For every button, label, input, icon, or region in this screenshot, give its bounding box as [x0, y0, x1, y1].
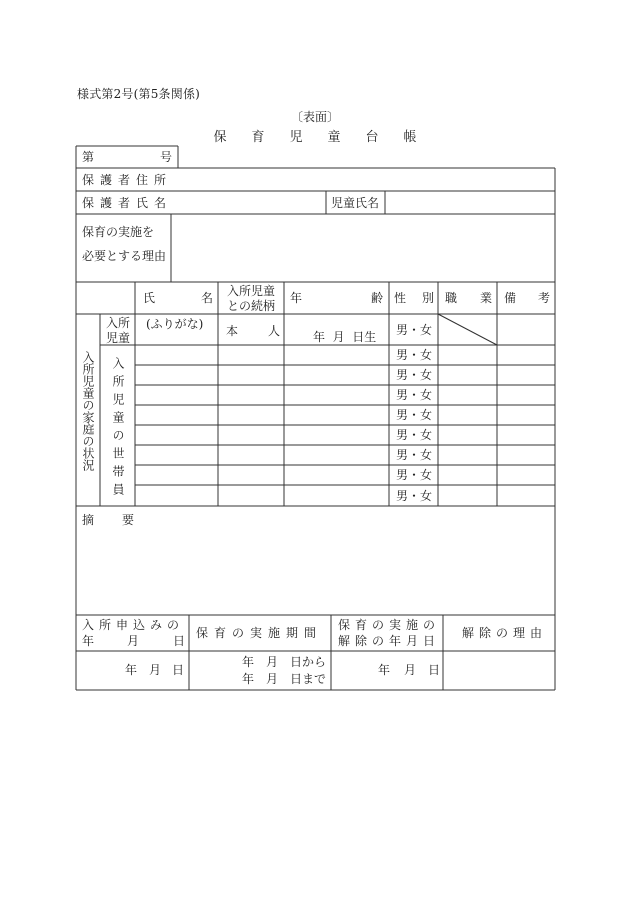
application-date-label-1: 入所申込みの — [82, 618, 185, 632]
application-day: 日 — [172, 663, 185, 677]
enrolled-label-2: 児童 — [106, 331, 131, 345]
application-date-label-day: 日 — [173, 634, 186, 648]
sex-option: 男・女 — [396, 468, 433, 482]
sex-option: 男・女 — [396, 323, 433, 337]
guardian-address-label: 保護者住所 — [82, 173, 173, 187]
child-name-label: 児童氏名 — [331, 196, 380, 210]
period-from: 年 月 日から — [242, 655, 327, 669]
col-relation-1: 入所児童 — [227, 284, 276, 298]
furigana-label: (ふりがな) — [146, 317, 204, 331]
application-month: 月 — [149, 663, 162, 677]
col-name-a: 氏 — [143, 291, 156, 305]
col-job-a: 職 — [445, 291, 458, 305]
application-year: 年 — [125, 663, 138, 677]
remarks-label: 摘 要 — [82, 513, 143, 527]
sex-option: 男・女 — [396, 428, 433, 442]
family-vertical-label: 入所児童の家庭の状況 — [81, 351, 95, 471]
dob-label: 年 月 日生 — [313, 330, 377, 344]
number-suffix: 号 — [160, 150, 173, 164]
form-reference: 様式第2号(第5条関係) — [77, 87, 201, 101]
application-date-label-month: 月 — [127, 634, 140, 648]
col-name-b: 名 — [201, 291, 214, 305]
sex-option: 男・女 — [396, 348, 433, 362]
guardian-name-label: 保護者氏名 — [82, 196, 173, 210]
reason-label-line1: 保育の実施を — [82, 225, 155, 239]
col-note-a: 備 — [504, 291, 517, 305]
reason-label-line2: 必要とする理由 — [82, 249, 167, 263]
col-job-b: 業 — [480, 291, 493, 305]
sex-option: 男・女 — [396, 408, 433, 422]
document-title-text: 保育児童台帳 — [213, 130, 442, 145]
release-year: 年 — [378, 663, 391, 677]
sex-option: 男・女 — [396, 368, 433, 382]
sex-option: 男・女 — [396, 448, 433, 462]
sex-option: 男・女 — [396, 388, 433, 402]
col-note-b: 考 — [538, 291, 551, 305]
self-label-b: 人 — [268, 324, 281, 338]
col-age-b: 齢 — [371, 291, 384, 305]
col-sex-a: 性 — [394, 291, 407, 305]
release-date-label-1: 保育の実施の — [338, 618, 441, 632]
number-prefix: 第 — [82, 150, 95, 164]
release-month: 月 — [404, 663, 417, 677]
side-label: 〔表面〕 — [290, 110, 339, 124]
sex-option: 男・女 — [396, 489, 433, 503]
col-age-a: 年 — [290, 291, 303, 305]
enrolled-label-1: 入所 — [106, 316, 131, 330]
release-reason-label: 解除の理由 — [462, 626, 548, 640]
col-relation-2: との続柄 — [227, 299, 276, 313]
household-vertical-label: 入所児童の世帯員 — [111, 357, 125, 501]
period-label: 保育の実施期間 — [196, 626, 323, 640]
release-day: 日 — [428, 663, 441, 677]
col-sex-b: 別 — [422, 291, 435, 305]
self-label-a: 本 — [226, 324, 239, 338]
period-until: 年 月 日まで — [242, 672, 327, 686]
application-date-label-year: 年 — [82, 634, 95, 648]
release-date-label-2: 解除の年月日 — [338, 634, 441, 648]
